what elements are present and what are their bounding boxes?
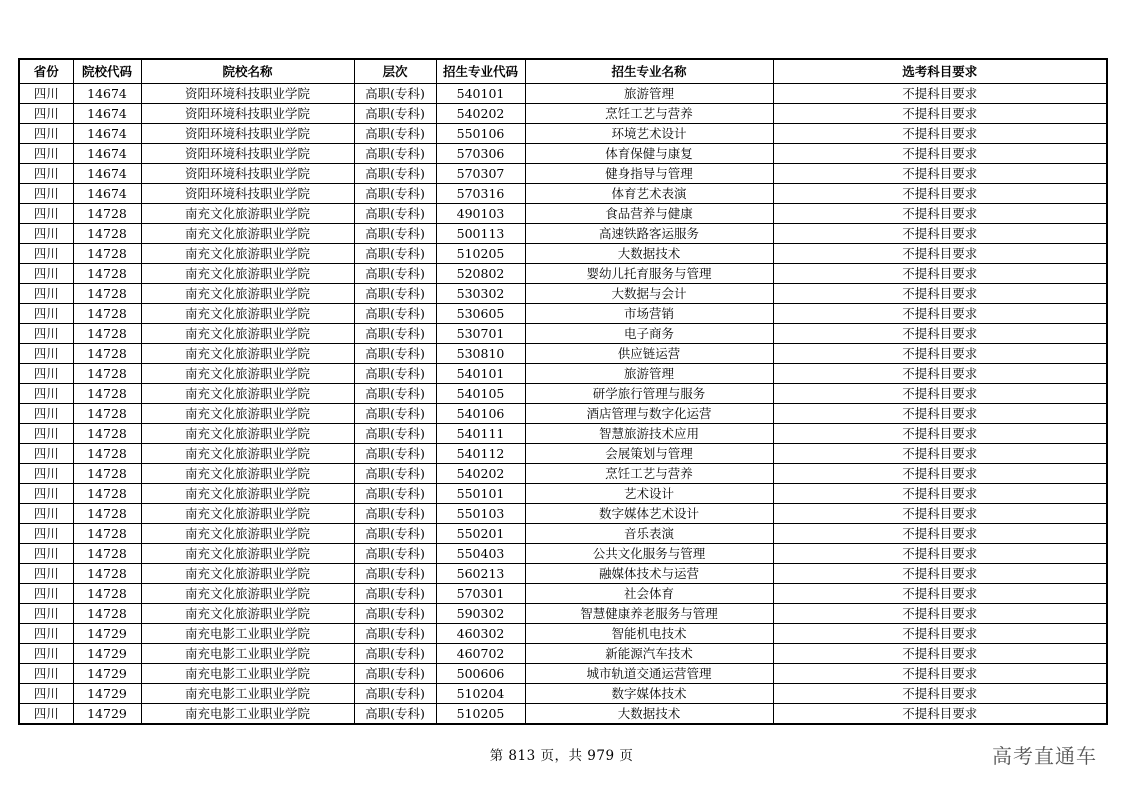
table-row [19,564,1107,584]
table-row [19,384,1107,404]
cell-major-name: 数字媒体技术 [525,684,773,704]
cell-level: 高职(专科) [354,164,436,184]
cell-school-name: 南充文化旅游职业学院 [141,264,354,284]
cell-level: 高职(专科) [354,324,436,344]
cell-major-name: 体育保健与康复 [525,144,773,164]
cell-level: 高职(专科) [354,684,436,704]
cell-subject-requirement: 不提科目要求 [773,544,1107,564]
cell-school-name: 南充电影工业职业学院 [141,624,354,644]
cell-level: 高职(专科) [354,524,436,544]
cell-province: 四川 [19,644,73,664]
cell-major-code: 500113 [436,224,525,244]
cell-major-code: 550201 [436,524,525,544]
header-school-code: 院校代码 [73,59,141,84]
table-row [19,604,1107,624]
header-level: 层次 [354,59,436,84]
table-row [19,684,1107,704]
cell-major-name: 研学旅行管理与服务 [525,384,773,404]
cell-level: 高职(专科) [354,544,436,564]
cell-subject-requirement: 不提科目要求 [773,624,1107,644]
cell-subject-requirement: 不提科目要求 [773,344,1107,364]
cell-province: 四川 [19,164,73,184]
cell-school-code: 14674 [73,104,141,124]
table-header-row [19,59,1107,84]
cell-school-code: 14728 [73,284,141,304]
cell-major-name: 大数据技术 [525,244,773,264]
cell-subject-requirement: 不提科目要求 [773,144,1107,164]
cell-level: 高职(专科) [354,144,436,164]
table-row [19,124,1107,144]
cell-school-code: 14728 [73,564,141,584]
cell-major-name: 智慧健康养老服务与管理 [525,604,773,624]
cell-province: 四川 [19,524,73,544]
cell-level: 高职(专科) [354,604,436,624]
cell-major-code: 530810 [436,344,525,364]
table-row [19,524,1107,544]
table-row [19,444,1107,464]
cell-province: 四川 [19,324,73,344]
cell-major-code: 560213 [436,564,525,584]
cell-school-code: 14729 [73,704,141,725]
cell-school-name: 南充文化旅游职业学院 [141,304,354,324]
cell-school-code: 14728 [73,244,141,264]
cell-subject-requirement: 不提科目要求 [773,364,1107,384]
cell-subject-requirement: 不提科目要求 [773,564,1107,584]
cell-major-code: 510204 [436,684,525,704]
cell-major-code: 570316 [436,184,525,204]
cell-school-name: 南充文化旅游职业学院 [141,284,354,304]
cell-level: 高职(专科) [354,484,436,504]
cell-school-code: 14728 [73,404,141,424]
cell-school-name: 南充文化旅游职业学院 [141,464,354,484]
cell-subject-requirement: 不提科目要求 [773,504,1107,524]
cell-subject-requirement: 不提科目要求 [773,484,1107,504]
table-row [19,364,1107,384]
cell-subject-requirement: 不提科目要求 [773,264,1107,284]
cell-level: 高职(专科) [354,264,436,284]
cell-major-code: 550106 [436,124,525,144]
cell-school-name: 南充电影工业职业学院 [141,704,354,725]
cell-province: 四川 [19,144,73,164]
table-row [19,324,1107,344]
cell-level: 高职(专科) [354,364,436,384]
cell-subject-requirement: 不提科目要求 [773,204,1107,224]
cell-major-name: 酒店管理与数字化运营 [525,404,773,424]
table-row [19,304,1107,324]
header-school-name: 院校名称 [141,59,354,84]
cell-school-code: 14674 [73,184,141,204]
cell-school-name: 南充文化旅游职业学院 [141,344,354,364]
cell-level: 高职(专科) [354,344,436,364]
cell-subject-requirement: 不提科目要求 [773,164,1107,184]
cell-school-name: 资阳环境科技职业学院 [141,124,354,144]
table-row [19,644,1107,664]
cell-school-name: 资阳环境科技职业学院 [141,84,354,104]
table-row [19,584,1107,604]
cell-subject-requirement: 不提科目要求 [773,584,1107,604]
cell-major-name: 艺术设计 [525,484,773,504]
cell-major-code: 540112 [436,444,525,464]
header-province: 省份 [19,59,73,84]
cell-major-name: 食品营养与健康 [525,204,773,224]
cell-level: 高职(专科) [354,224,436,244]
cell-subject-requirement: 不提科目要求 [773,224,1107,244]
cell-school-name: 南充文化旅游职业学院 [141,244,354,264]
cell-province: 四川 [19,684,73,704]
cell-major-name: 烹饪工艺与营养 [525,104,773,124]
cell-school-code: 14728 [73,324,141,344]
cell-subject-requirement: 不提科目要求 [773,644,1107,664]
cell-level: 高职(专科) [354,704,436,725]
cell-school-code: 14728 [73,524,141,544]
table-row [19,464,1107,484]
cell-province: 四川 [19,124,73,144]
cell-province: 四川 [19,484,73,504]
cell-level: 高职(专科) [354,444,436,464]
cell-province: 四川 [19,444,73,464]
cell-province: 四川 [19,304,73,324]
cell-school-name: 南充文化旅游职业学院 [141,584,354,604]
cell-major-code: 540202 [436,464,525,484]
cell-major-code: 490103 [436,204,525,224]
cell-province: 四川 [19,704,73,725]
cell-school-code: 14729 [73,644,141,664]
admission-table [18,58,1108,725]
cell-level: 高职(专科) [354,644,436,664]
cell-school-name: 南充电影工业职业学院 [141,684,354,704]
cell-subject-requirement: 不提科目要求 [773,244,1107,264]
cell-level: 高职(专科) [354,84,436,104]
table-row [19,204,1107,224]
admission-table-container [18,58,1108,725]
cell-major-name: 大数据技术 [525,704,773,725]
cell-major-name: 旅游管理 [525,84,773,104]
cell-province: 四川 [19,204,73,224]
watermark-logo-text: 高考直通车 [992,744,1097,768]
cell-school-name: 资阳环境科技职业学院 [141,104,354,124]
cell-major-code: 530302 [436,284,525,304]
cell-school-code: 14728 [73,464,141,484]
cell-school-name: 资阳环境科技职业学院 [141,144,354,164]
table-row [19,104,1107,124]
cell-major-code: 510205 [436,244,525,264]
cell-school-code: 14728 [73,304,141,324]
cell-province: 四川 [19,284,73,304]
table-row [19,164,1107,184]
cell-major-code: 460702 [436,644,525,664]
table-row [19,284,1107,304]
cell-major-code: 460302 [436,624,525,644]
table-row [19,424,1107,444]
cell-level: 高职(专科) [354,284,436,304]
cell-school-name: 南充文化旅游职业学院 [141,224,354,244]
cell-subject-requirement: 不提科目要求 [773,464,1107,484]
cell-major-name: 环境艺术设计 [525,124,773,144]
cell-school-name: 资阳环境科技职业学院 [141,164,354,184]
cell-school-name: 南充文化旅游职业学院 [141,484,354,504]
cell-level: 高职(专科) [354,404,436,424]
cell-major-name: 城市轨道交通运营管理 [525,664,773,684]
cell-subject-requirement: 不提科目要求 [773,604,1107,624]
table-row [19,144,1107,164]
cell-major-name: 新能源汽车技术 [525,644,773,664]
cell-major-name: 供应链运营 [525,344,773,364]
table-row [19,484,1107,504]
cell-province: 四川 [19,224,73,244]
cell-major-name: 社会体育 [525,584,773,604]
table-row [19,224,1107,244]
table-row [19,544,1107,564]
cell-level: 高职(专科) [354,204,436,224]
cell-level: 高职(专科) [354,584,436,604]
cell-major-code: 570307 [436,164,525,184]
cell-subject-requirement: 不提科目要求 [773,324,1107,344]
table-row [19,244,1107,264]
table-row [19,184,1107,204]
cell-province: 四川 [19,244,73,264]
cell-level: 高职(专科) [354,304,436,324]
cell-major-name: 数字媒体艺术设计 [525,504,773,524]
cell-school-code: 14728 [73,504,141,524]
cell-major-code: 510205 [436,704,525,725]
header-subject-requirement: 选考科目要求 [773,59,1107,84]
cell-major-code: 530605 [436,304,525,324]
cell-province: 四川 [19,184,73,204]
cell-subject-requirement: 不提科目要求 [773,284,1107,304]
cell-subject-requirement: 不提科目要求 [773,524,1107,544]
cell-subject-requirement: 不提科目要求 [773,84,1107,104]
cell-level: 高职(专科) [354,424,436,444]
cell-school-name: 南充文化旅游职业学院 [141,384,354,404]
cell-province: 四川 [19,424,73,444]
header-major-name: 招生专业名称 [525,59,773,84]
cell-school-code: 14729 [73,684,141,704]
cell-school-name: 南充电影工业职业学院 [141,664,354,684]
cell-major-name: 智慧旅游技术应用 [525,424,773,444]
cell-school-code: 14728 [73,604,141,624]
cell-level: 高职(专科) [354,184,436,204]
cell-school-code: 14729 [73,624,141,644]
cell-province: 四川 [19,624,73,644]
cell-school-code: 14674 [73,124,141,144]
cell-major-name: 健身指导与管理 [525,164,773,184]
cell-school-code: 14728 [73,364,141,384]
cell-school-code: 14728 [73,584,141,604]
cell-major-name: 市场营销 [525,304,773,324]
cell-major-code: 550103 [436,504,525,524]
cell-level: 高职(专科) [354,384,436,404]
cell-major-code: 550101 [436,484,525,504]
cell-school-name: 南充文化旅游职业学院 [141,544,354,564]
cell-school-code: 14728 [73,424,141,444]
cell-school-name: 南充文化旅游职业学院 [141,444,354,464]
cell-subject-requirement: 不提科目要求 [773,664,1107,684]
cell-major-code: 540105 [436,384,525,404]
cell-province: 四川 [19,564,73,584]
cell-school-code: 14674 [73,164,141,184]
cell-province: 四川 [19,544,73,564]
cell-subject-requirement: 不提科目要求 [773,404,1107,424]
cell-major-name: 高速铁路客运服务 [525,224,773,244]
cell-school-name: 南充文化旅游职业学院 [141,324,354,344]
cell-level: 高职(专科) [354,624,436,644]
cell-level: 高职(专科) [354,664,436,684]
cell-major-name: 烹饪工艺与营养 [525,464,773,484]
cell-level: 高职(专科) [354,504,436,524]
cell-school-code: 14674 [73,84,141,104]
table-row [19,404,1107,424]
cell-province: 四川 [19,104,73,124]
cell-major-code: 520802 [436,264,525,284]
cell-subject-requirement: 不提科目要求 [773,704,1107,725]
cell-school-code: 14728 [73,384,141,404]
cell-province: 四川 [19,384,73,404]
cell-school-name: 南充电影工业职业学院 [141,644,354,664]
table-row [19,264,1107,284]
table-row [19,344,1107,364]
cell-major-code: 540106 [436,404,525,424]
cell-subject-requirement: 不提科目要求 [773,304,1107,324]
cell-province: 四川 [19,84,73,104]
cell-level: 高职(专科) [354,564,436,584]
table-row [19,84,1107,104]
cell-level: 高职(专科) [354,104,436,124]
cell-school-code: 14674 [73,144,141,164]
cell-subject-requirement: 不提科目要求 [773,444,1107,464]
cell-school-name: 南充文化旅游职业学院 [141,424,354,444]
cell-major-name: 大数据与会计 [525,284,773,304]
page-number: 第 813 页，共 979 页 [489,748,634,764]
table-row [19,664,1107,684]
cell-province: 四川 [19,584,73,604]
cell-major-code: 590302 [436,604,525,624]
cell-school-code: 14728 [73,224,141,244]
cell-province: 四川 [19,344,73,364]
table-row [19,624,1107,644]
cell-school-name: 南充文化旅游职业学院 [141,204,354,224]
cell-school-code: 14729 [73,664,141,684]
cell-school-code: 14728 [73,444,141,464]
cell-subject-requirement: 不提科目要求 [773,104,1107,124]
cell-school-name: 南充文化旅游职业学院 [141,504,354,524]
cell-major-code: 500606 [436,664,525,684]
cell-school-name: 南充文化旅游职业学院 [141,364,354,384]
cell-major-code: 550403 [436,544,525,564]
cell-major-name: 公共文化服务与管理 [525,544,773,564]
cell-level: 高职(专科) [354,124,436,144]
cell-major-code: 530701 [436,324,525,344]
cell-major-name: 融媒体技术与运营 [525,564,773,584]
cell-province: 四川 [19,604,73,624]
cell-major-name: 婴幼儿托育服务与管理 [525,264,773,284]
cell-major-name: 体育艺术表演 [525,184,773,204]
cell-province: 四川 [19,464,73,484]
cell-school-code: 14728 [73,204,141,224]
table-body [19,84,1107,725]
cell-major-name: 电子商务 [525,324,773,344]
cell-major-code: 570301 [436,584,525,604]
cell-major-code: 540101 [436,364,525,384]
cell-major-name: 会展策划与管理 [525,444,773,464]
cell-school-name: 南充文化旅游职业学院 [141,404,354,424]
table-row [19,504,1107,524]
cell-province: 四川 [19,404,73,424]
cell-subject-requirement: 不提科目要求 [773,184,1107,204]
cell-province: 四川 [19,664,73,684]
cell-major-code: 540101 [436,84,525,104]
cell-major-code: 540111 [436,424,525,444]
cell-province: 四川 [19,364,73,384]
cell-subject-requirement: 不提科目要求 [773,684,1107,704]
cell-major-code: 540202 [436,104,525,124]
cell-major-name: 旅游管理 [525,364,773,384]
cell-subject-requirement: 不提科目要求 [773,124,1107,144]
cell-level: 高职(专科) [354,244,436,264]
cell-major-name: 音乐表演 [525,524,773,544]
cell-school-name: 南充文化旅游职业学院 [141,604,354,624]
table-row [19,704,1107,725]
cell-major-code: 570306 [436,144,525,164]
cell-subject-requirement: 不提科目要求 [773,424,1107,444]
cell-school-name: 资阳环境科技职业学院 [141,184,354,204]
cell-school-code: 14728 [73,544,141,564]
cell-school-code: 14728 [73,264,141,284]
cell-province: 四川 [19,264,73,284]
cell-school-code: 14728 [73,344,141,364]
cell-school-name: 南充文化旅游职业学院 [141,524,354,544]
header-major-code: 招生专业代码 [436,59,525,84]
cell-province: 四川 [19,504,73,524]
cell-subject-requirement: 不提科目要求 [773,384,1107,404]
cell-level: 高职(专科) [354,464,436,484]
cell-major-name: 智能机电技术 [525,624,773,644]
cell-school-code: 14728 [73,484,141,504]
cell-school-name: 南充文化旅游职业学院 [141,564,354,584]
